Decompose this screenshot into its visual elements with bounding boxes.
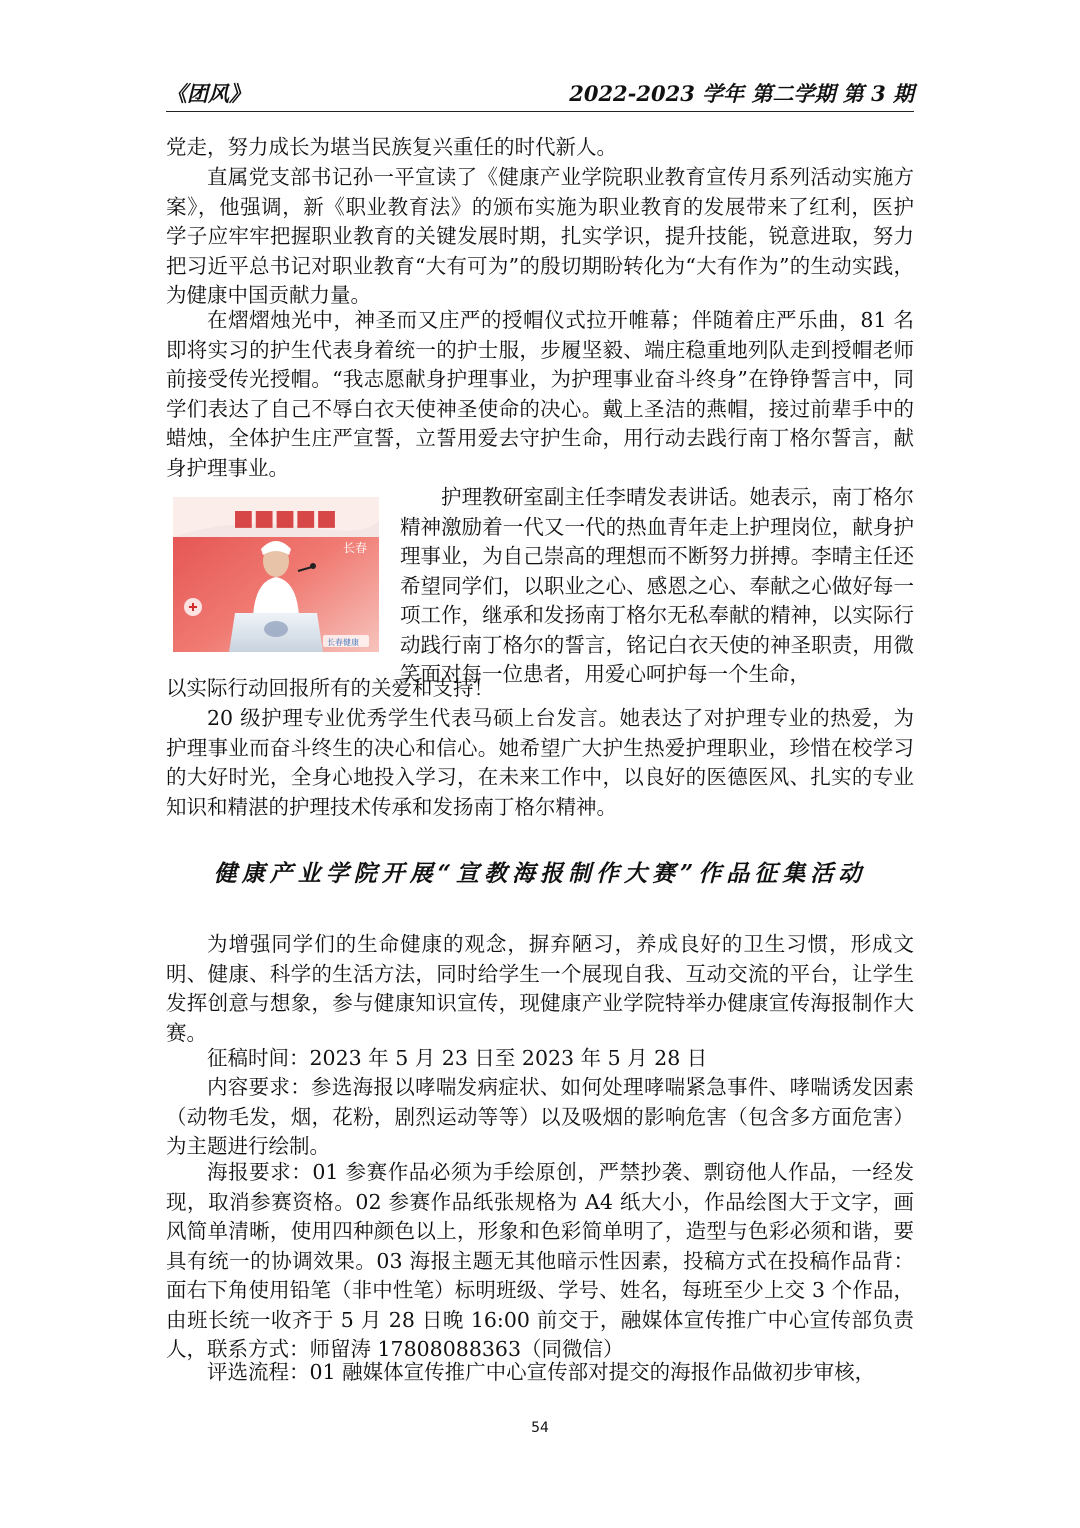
issue-info: 2022-2023 学年 第二学期 第 3 期: [569, 81, 914, 106]
paragraph-contest-intro: 为增强同学们的生命健康的观念，摒弃陋习，养成良好的卫生习惯，形成文明、健康、科学的生活方法，同时给学生一个展现自我、互动交流的平台，让学生发挥创意与想象，参与健康知识宣传，现健康产业学院特举办健康宣传海报制作大赛。: [166, 932, 914, 1045]
paragraph-student-representative: 20 级护理专业优秀学生代表马硕上台发言。她表达了对护理专业的热爱，为护理事业而奋斗终生的决心和信心。她希望广大护生热爱护理职业，珍惜在校学习的大好时光，全身心地投入学习，在未来工作中，以良好的医德医风、扎实的专业知识和精湛的护理技术传承和发扬南丁格尔精神。: [166, 706, 914, 819]
ceremony-photo: [173, 497, 379, 652]
header-divider: [166, 111, 914, 112]
speaker-at-podium-image: [173, 497, 379, 652]
paragraph-vice-director-speech: 护理教研室副主任李晴发表讲话。她表示，南丁格尔精神激励着一代又一代的热血青年走上护理岗位，献身护理事业，为自己崇高的理想而不断努力拼搏。李晴主任还希望同学们，以职业之心、感恩之心、奉献之心做好每一项工作，继承和发扬南丁格尔无私奉献的精神，以实际行动践行南丁格尔的誓言，铭记白衣天使的神圣职责，用微笑面对每一位患者，用爱心呵护每一个生命，: [400, 485, 914, 686]
paragraph-capping-ceremony: 在熠熠烛光中，神圣而又庄严的授帽仪式拉开帷幕；伴随着庄严乐曲，81 名即将实习的护生代表身着统一的护士服，步履坚毅、端庄稳重地列队走到授帽老师前接受传光授帽。“我志愿献身护理事业，为护理事业奋斗终身”在铮铮誓言中，同学们表达了自己不辱白衣天使神圣使命的决心。戴上圣洁的燕帽，接过前辈手中的蜡烛，全体护生庄严宣誓，立誓用爱去守护生命，用行动去践行南丁格尔誓言，献身护理事业。: [166, 308, 914, 480]
paragraph-speech-ending: 以实际行动回报所有的关爱和支持！: [166, 676, 494, 700]
paragraph-content-requirements: 内容要求：参选海报以哮喘发病症状、如何处理哮喘紧急事件、哮喘诱发因素（动物毛发，烟，花粉，剧烈运动等等）以及吸烟的影响危害（包含多方面危害）为主题进行绘制。: [166, 1075, 914, 1158]
paragraph-evaluation-process: 评选流程：01 融媒体宣传推广中心宣传部对提交的海报作品做初步审核，: [207, 1360, 876, 1384]
paragraph-continuation: 党走，努力成长为堪当民族复兴重任的时代新人。: [166, 135, 617, 159]
section-title: 健康产业学院开展“宣教海报制作大赛”作品征集活动: [213, 860, 867, 887]
page-number: 54: [531, 1420, 549, 1436]
paragraph-poster-requirements: 海报要求：01 参赛作品必须为手绘原创，严禁抄袭、剽窃他人作品，一经发现，取消参赛资格。02 参赛作品纸张规格为 A4 纸大小，作品绘图大于文字，画风简单清晰，使用四种颜色以上，形象和色彩简单明了，造型与色彩必须和谐，要具有统一的协调效果。03 海报主题无其他暗示性因素，投稿方式在投稿作品背：面右下角使用铅笔（非中性笔）标明班级、学号、姓名，每班至少上交 3 个作品，由班长统一收齐于 5 月 28 日晚 16:00 前交于，融媒体宣传推广中心宣传部负责人，联系方式：师留涛 17808088363（同微信）: [166, 1160, 914, 1361]
paragraph-secretary-speech: 直属党支部书记孙一平宣读了《健康产业学院职业教育宣传月系列活动实施方案》，他强调，新《职业教育法》的颁布实施为职业教育的发展带来了红利，医护学子应牢牢把握职业教育的关键发展时期，扎实学识，提升技能，锐意进取，努力把习近平总书记对职业教育“大有可为”的殷切期盼转化为“大有作为”的生动实践，为健康中国贡献力量。: [166, 165, 914, 307]
svg-text:■■■■■: ■■■■■: [233, 506, 337, 531]
photo-watermark: 长春健康: [327, 638, 359, 647]
journal-title: 《团风》: [166, 81, 250, 106]
paragraph-submission-time: 征稿时间：2023 年 5 月 23 日至 2023 年 5 月 28 日: [207, 1046, 708, 1070]
banner-text: 长春: [343, 541, 368, 555]
